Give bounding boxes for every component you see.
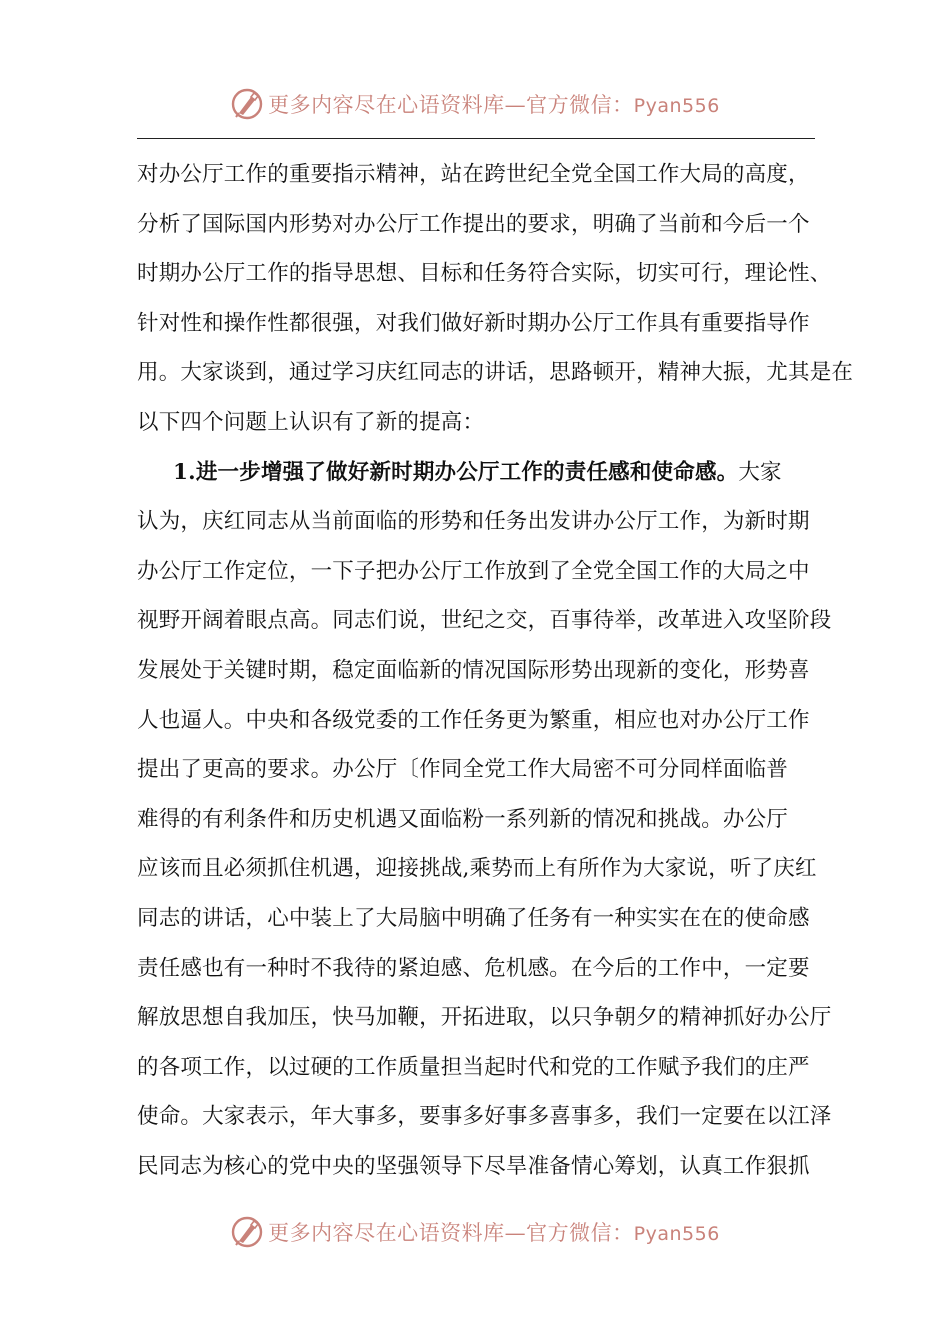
text-line: 发展处于关键时期，稳定面临新的情况国际形势出现新的变化，形势喜 xyxy=(137,657,810,683)
footer-banner-title: 更多内容尽在心语资料库—官方微信： xyxy=(268,1221,634,1245)
text-line: 用。大家谈到，通过学习庆红同志的讲话，思路顿开，精神大振，尤其是在 xyxy=(137,360,854,386)
section-heading-rest: 大家 xyxy=(738,459,782,485)
text-line: 难得的有利条件和历史机遇又面临粉一系列新的情况和挑战。办公厅 xyxy=(137,806,789,832)
text-line: 时期办公厅工作的指导思想、目标和任务符合实际，切实可行，理论性、 xyxy=(137,261,832,287)
text-line: 以下四个问题上认识有了新的提高： xyxy=(137,409,485,435)
text-line: 的各项工作，以过硬的工作质量担当起时代和党的工作赋予我们的庄严 xyxy=(137,1054,810,1080)
header-rule xyxy=(137,138,815,139)
text-line: 同志的讲话，心中装上了大局脑中明确了任务有一种实实在在的使命感 xyxy=(137,905,810,931)
text-line: 应该而且必须抓住机遇，迎接挑战,乘势而上有所作为大家说，听了庆红 xyxy=(137,856,817,882)
text-line: 办公厅工作定位，一下子把办公厅工作放到了全党全国工作的大局之中 xyxy=(137,558,810,584)
text-line: 人也逼人。中央和各级党委的工作任务更为繁重，相应也对办公厅工作 xyxy=(137,707,810,733)
pen-nib-logo-icon xyxy=(230,1215,264,1249)
footer-banner xyxy=(0,1212,950,1252)
header-banner xyxy=(0,84,950,124)
text-line: 民同志为核心的党中央的坚强领导下尽旱准备情心筹划，认真工作狠抓 xyxy=(137,1153,810,1179)
pen-nib-logo-icon xyxy=(230,87,264,121)
text-line: 针对性和操作性都很强，对我们做好新时期办公厅工作具有重要指导作 xyxy=(137,310,810,336)
section-heading-line xyxy=(137,448,837,498)
text-line: 认为，庆红同志从当前面临的形势和任务出发讲办公厅工作，为新时期 xyxy=(137,509,810,535)
header-banner-title: 更多内容尽在心语资料库—官方微信： xyxy=(268,93,634,117)
text-line: 提出了更高的要求。办公厅〔作同全党工作大局密不可分同样面临普 xyxy=(137,757,789,783)
header-banner-handle: Pyan556 xyxy=(633,95,720,117)
text-line: 解放思想自我加压，快马加鞭，开拓进取，以只争朝夕的精神抓好办公厅 xyxy=(137,1005,832,1031)
text-line: 对办公厅工作的重要指示精神，站在跨世纪全党全国工作大局的高度， xyxy=(137,162,810,187)
text-line: 责任感也有一种时不我待的紧迫感、危机感。在今后的工作中，一定要 xyxy=(137,955,810,981)
text-line: 使命。大家表示，年大事多，要事多好事多喜事多，我们一定要在以江泽 xyxy=(137,1104,832,1130)
footer-banner-text xyxy=(268,1217,720,1247)
footer-banner-handle: Pyan556 xyxy=(633,1223,720,1245)
document-body xyxy=(137,150,854,1191)
section-heading: 1.进一步增强了做好新时期办公厅工作的责任感和使命感。 xyxy=(173,459,739,485)
text-line: 视野开阔着眼点高。同志们说，世纪之交，百事待举，改革进入攻坚阶段 xyxy=(137,608,832,634)
header-banner-text xyxy=(268,89,720,119)
text-line: 分析了国际国内形势对办公厅工作提出的要求，明确了当前和今后一个 xyxy=(137,211,810,237)
